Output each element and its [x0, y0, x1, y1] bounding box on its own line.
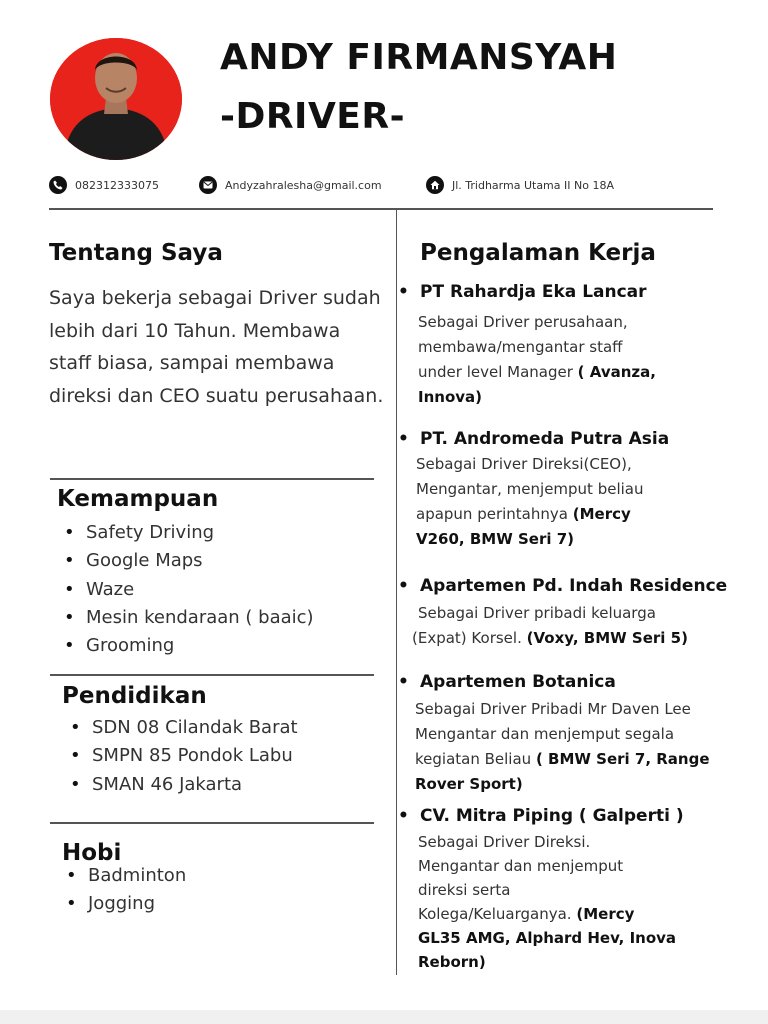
skill-item: • Grooming — [64, 632, 314, 660]
job-desc-line: Mengantar dan menjemput segala — [415, 725, 675, 743]
job-description — [398, 452, 669, 552]
job-company-text: CV. Mitra Piping ( Galperti ) — [420, 806, 684, 826]
job-desc-line: under level Manager — [418, 363, 573, 381]
education-list — [70, 714, 298, 799]
job-desc-line: Sebagai Driver Pribadi Mr Daven Lee — [415, 700, 691, 718]
profile-photo — [50, 38, 182, 160]
contact-phone — [49, 176, 159, 194]
about-divider — [50, 478, 374, 480]
hobby-item: • Badminton — [66, 862, 186, 890]
job-desc-line: (Expat) Korsel. — [412, 629, 522, 647]
skill-item: • Safety Driving — [64, 519, 314, 547]
job-company-text: Apartemen Pd. Indah Residence — [420, 576, 728, 596]
hobby-item: • Jogging — [66, 890, 186, 918]
mail-icon — [199, 176, 217, 194]
bullet-icon: • — [398, 282, 409, 302]
skills-heading: Kemampuan — [57, 486, 219, 512]
job-entry — [398, 576, 727, 651]
job-vehicles: Rover Sport) — [415, 775, 523, 793]
contact-email — [199, 176, 382, 194]
contact-phone-text: 082312333075 — [75, 178, 159, 192]
skill-item: • Mesin kendaraan ( baaic) — [64, 604, 314, 632]
job-vehicles: Reborn) — [418, 953, 486, 971]
contact-address-text: Jl. Tridharma Utama II No 18A — [452, 178, 614, 192]
candidate-name: ANDY FIRMANSYAH — [220, 37, 618, 78]
job-vehicles: (Mercy — [576, 905, 635, 923]
job-description — [398, 697, 710, 797]
job-description — [398, 601, 727, 651]
job-entry — [398, 806, 684, 974]
job-vehicles: Innova) — [418, 388, 482, 406]
job-desc-line: Sebagai Driver Direksi(CEO), — [416, 455, 632, 473]
bullet-icon: • — [398, 806, 409, 826]
job-desc-line: direksi serta — [418, 881, 511, 899]
contact-email-text: Andyzahralesha@gmail.com — [225, 178, 382, 192]
skills-list — [64, 519, 314, 660]
job-desc-line: Mengantar, menjemput beliau — [416, 480, 644, 498]
job-company — [398, 429, 669, 449]
job-company — [398, 672, 710, 692]
hobbies-list — [66, 862, 186, 919]
hobbies-heading: Hobi — [62, 840, 122, 866]
job-entry — [398, 282, 656, 410]
job-company — [398, 806, 684, 826]
bullet-icon: • — [398, 576, 409, 596]
education-item: • SMAN 46 Jakarta — [70, 771, 298, 799]
education-divider — [50, 822, 374, 824]
experience-heading: Pengalaman Kerja — [420, 240, 656, 266]
job-vehicles: V260, BMW Seri 7) — [416, 530, 574, 548]
job-desc-line: kegiatan Beliau — [415, 750, 532, 768]
job-vehicles: ( Avanza, — [577, 363, 656, 381]
job-company-text: Apartemen Botanica — [420, 672, 616, 692]
phone-icon — [49, 176, 67, 194]
job-company — [398, 282, 656, 302]
job-desc-line: Sebagai Driver pribadi keluarga — [418, 604, 656, 622]
job-desc-line: apapun perintahnya — [416, 505, 568, 523]
education-heading: Pendidikan — [62, 683, 207, 709]
job-description — [398, 830, 684, 974]
job-company-text: PT Rahardja Eka Lancar — [420, 282, 647, 302]
about-heading: Tentang Saya — [49, 240, 223, 266]
job-entry — [398, 429, 669, 552]
candidate-role: -DRIVER- — [220, 96, 406, 137]
job-desc-line: membawa/mengantar staff — [418, 338, 623, 356]
job-vehicles: ( BMW Seri 7, Range — [535, 750, 710, 768]
job-vehicles: GL35 AMG, Alphard Hev, Inova — [418, 929, 677, 947]
page-footer-band — [0, 1010, 768, 1024]
job-desc-line: Sebagai Driver perusahaan, — [418, 313, 628, 331]
job-entry — [398, 672, 710, 797]
header-divider — [49, 208, 713, 210]
education-item: • SDN 08 Cilandak Barat — [70, 714, 298, 742]
job-company — [398, 576, 727, 596]
job-company-text: PT. Andromeda Putra Asia — [420, 429, 670, 449]
job-desc-line: Sebagai Driver Direksi. — [418, 833, 591, 851]
job-vehicles: (Voxy, BMW Seri 5) — [526, 629, 688, 647]
contact-address — [426, 176, 614, 194]
skill-item: • Google Maps — [64, 547, 314, 575]
about-text: Saya bekerja sebagai Driver sudah lebih dari 10 Tahun. Membawa staff biasa, sampai membawa direksi dan CEO suatu perusahaan. — [49, 287, 384, 407]
education-item: • SMPN 85 Pondok Labu — [70, 742, 298, 770]
job-desc-line: Kolega/Keluarganya. — [418, 905, 572, 923]
bullet-icon: • — [398, 429, 409, 449]
job-vehicles: (Mercy — [572, 505, 631, 523]
skill-item: • Waze — [64, 576, 314, 604]
bullet-icon: • — [398, 672, 409, 692]
job-description — [398, 310, 656, 410]
column-divider — [396, 210, 397, 975]
home-icon — [426, 176, 444, 194]
job-desc-line: Mengantar dan menjemput — [418, 857, 624, 875]
skills-divider — [50, 674, 374, 676]
